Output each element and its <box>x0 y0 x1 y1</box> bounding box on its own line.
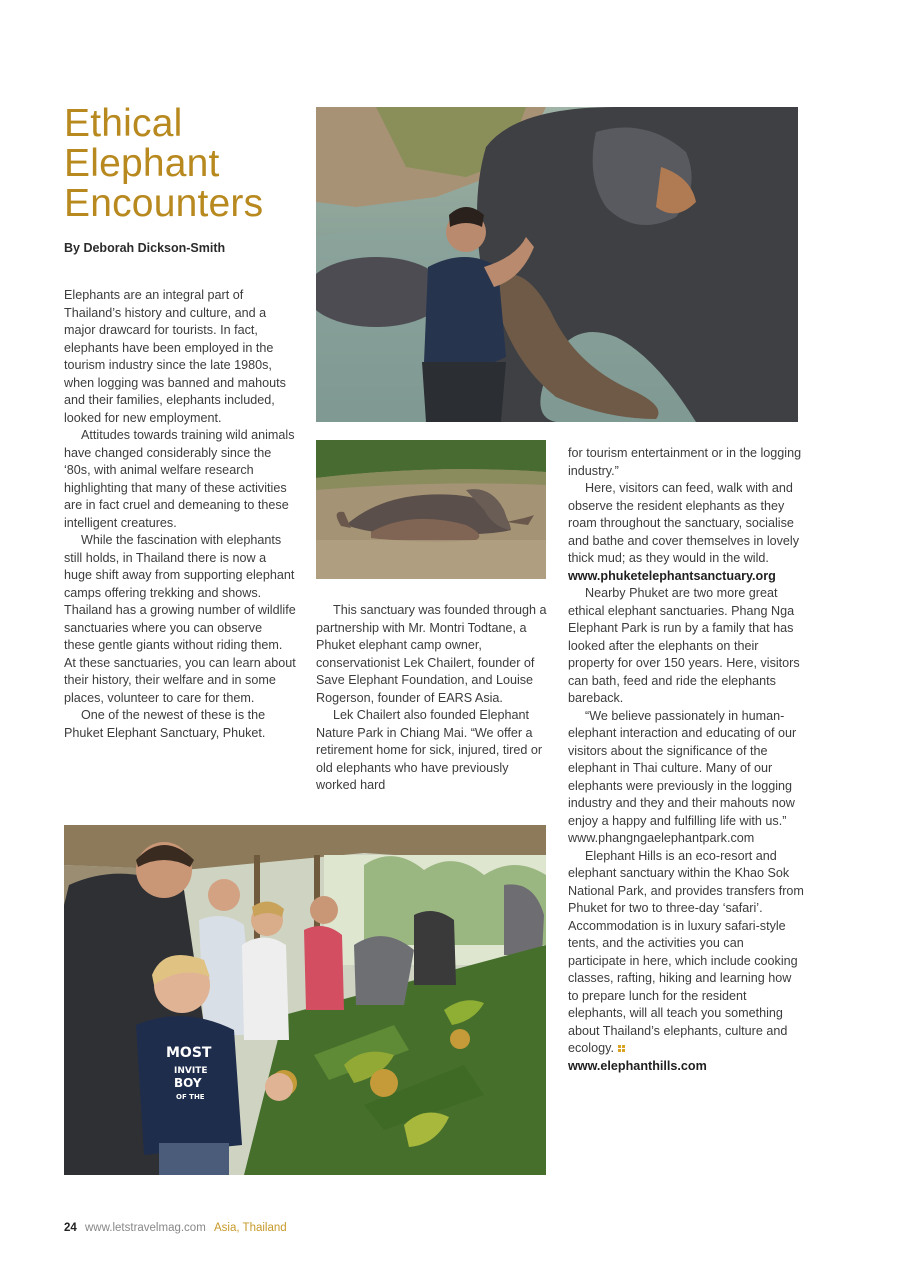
paragraph: Nearby Phuket are two more great ethical elephant sanctuaries. Phang Nga Elephant Park is run by a family that has looked after the elephants on their property for over 150 years. Here, visitors can bath, feed and ride the elephants bareback. <box>568 586 800 705</box>
shirt-text-line: OF THE <box>176 1093 205 1101</box>
title-line: Ethical <box>64 102 183 145</box>
page-number: 24 <box>64 1222 77 1234</box>
footer-section: Asia, Thailand <box>214 1222 287 1234</box>
title-line: Elephant <box>64 142 220 185</box>
paragraph: Here, visitors can feed, walk with and observe the resident elephants as they roam throughout the sanctuary, socialise and bathe and cover themselves in lovely thick mud; as they would in the wild. <box>568 481 800 565</box>
paragraph <box>568 848 804 1058</box>
paragraph: “We believe passionately in human-elephant interaction and educating of our visitors about the significance of the elephant in Thai culture. Many of our elephants were previously in the logging industry and they and their mahouts now enjoy a happy and fulfilling life with us.” www.phangngaelephantpark.com <box>568 708 797 845</box>
title-line: Encounters <box>64 182 264 225</box>
paragraph: This sanctuary was founded through a partnership with Mr. Montri Todtane, a Phuket elephant camp owner, conservationist Lek Chailert, founder of Save Elephant Foundation, and Louise Rogerson, founder of EARS Asia. <box>316 603 547 705</box>
text-column-2 <box>316 602 548 795</box>
byline: By Deborah Dickson-Smith <box>64 241 226 255</box>
paragraph: Elephants are an integral part of Thailand’s history and culture, and a major drawcard for tourists. In fact, elephants have been employed in the tourism industry since the late 1980s, when logging was banned and mahouts and their families, elephants included, looked for new employment. <box>64 288 286 425</box>
sanctuary-link[interactable]: www.phuketelephantsanctuary.org <box>568 568 776 583</box>
paragraph: Attitudes towards training wild animals have changed considerably since the ‘80s, with animal welfare research highlighting that many of these activities are in fact cruel and demeaning to these intelligent creatures. <box>64 428 295 530</box>
paragraph: While the fascination with elephants still holds, in Thailand there is now a huge shift away from supporting elephant camps offering trekking and shows. Thailand has a growing number of wildlife sanctuaries where you can observe these gentle giants without riding them. At these sanctuaries, you can learn about their history, their welfare and in some places, volunteer to care for them. <box>64 533 296 705</box>
end-mark-icon <box>618 1045 625 1052</box>
photo-family-preparing-food <box>64 825 546 1175</box>
text-column-1 <box>64 287 296 742</box>
photo-man-with-elephant <box>316 107 798 422</box>
page-footer <box>64 1222 287 1234</box>
paragraph: Lek Chailert also founded Elephant Nature Park in Chiang Mai. “We offer a retirement home for sick, injured, tired or old elephants who have previously worked hard <box>316 708 543 792</box>
footer-site-link[interactable]: www.letstravelmag.com <box>85 1222 206 1234</box>
paragraph: for tourism entertainment or in the logging industry.” <box>568 446 802 478</box>
paragraph: One of the newest of these is the Phuket Elephant Sanctuary, Phuket. <box>64 708 266 740</box>
elephant-hills-link[interactable]: www.elephanthills.com <box>568 1058 707 1073</box>
shirt-text-line: BOY <box>174 1076 202 1090</box>
paragraph-text: Elephant Hills is an eco-resort and elephant sanctuary within the Khao Sok National Park, and provides transfers from Phuket for two to three-day ‘safari’. Accommodation is in luxury safari-style tents, and the activities you can participate in here, which include cooking classes, rafting, hiking and learning how to prepare lunch for the resident elephants, will all teach you something about Thailand’s elephants, culture and ecology. <box>568 848 804 1055</box>
article-title <box>64 104 304 224</box>
shirt-text-line: MOST <box>166 1045 212 1061</box>
shirt-text-line: INVITE <box>174 1066 208 1076</box>
photo-elephants-bathing <box>316 440 546 579</box>
text-column-3 <box>568 445 804 1075</box>
